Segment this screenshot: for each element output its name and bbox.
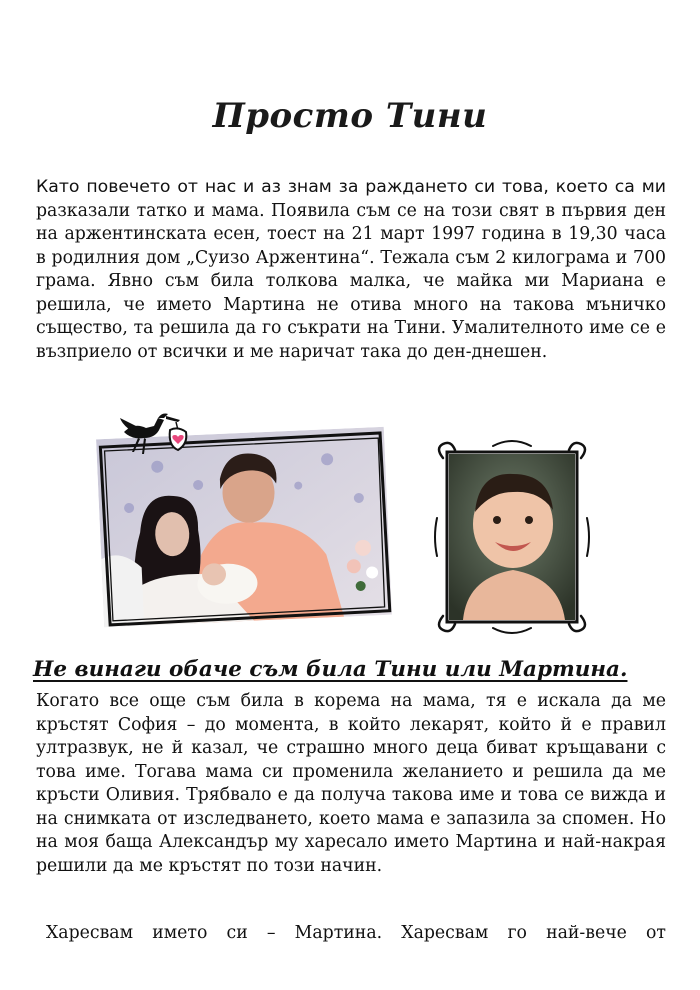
story-paragraph: Когато все още съм била в корема на мама, тя е искала да ме кръстят София – до момента, в който лекарят, който й е правил ултразвук, не й казал, че страшно много деца биват кръщавани с това име. Тогава мама си променила желанието и решила да ме кръсти Оливия. Трябвало е да получа такова име и това се вижда и на снимката от изследването, което мама е запазила за спомен. Но на моя баща Александър му харесало името Мартина и най-накрая решили да ме кръстят по този начин. bbox=[36, 691, 666, 876]
section-subtitle: Не винаги обаче съм била Тини или Мартина. bbox=[33, 657, 628, 682]
intro-paragraph: Като повечето от нас и аз знам за раждането си това, което са ми разказали татко и мама. Появила съм се на този свят в първия ден на аржентинската есен, тоест на 21 март 1997 година в 19,30 часа в родилния дом „Суизо Аржентина“. Тежала съм 2 килограма и 700 грама. Явно съм била толкова малка, че майка ми Мариана е решила, че името Мартина не отива много на такова мъничко същество, та решила да го съкрати на Тини. Умалителното име се е възприело от всички и ме наричат така до ден-днешен. bbox=[36, 177, 666, 362]
stork-icon bbox=[120, 408, 190, 464]
continuation-line: Харесвам името си – Мартина. Харесвам го най-вече от bbox=[46, 923, 666, 943]
baby-photo bbox=[433, 438, 591, 636]
page-title: Просто Тини bbox=[212, 96, 488, 136]
